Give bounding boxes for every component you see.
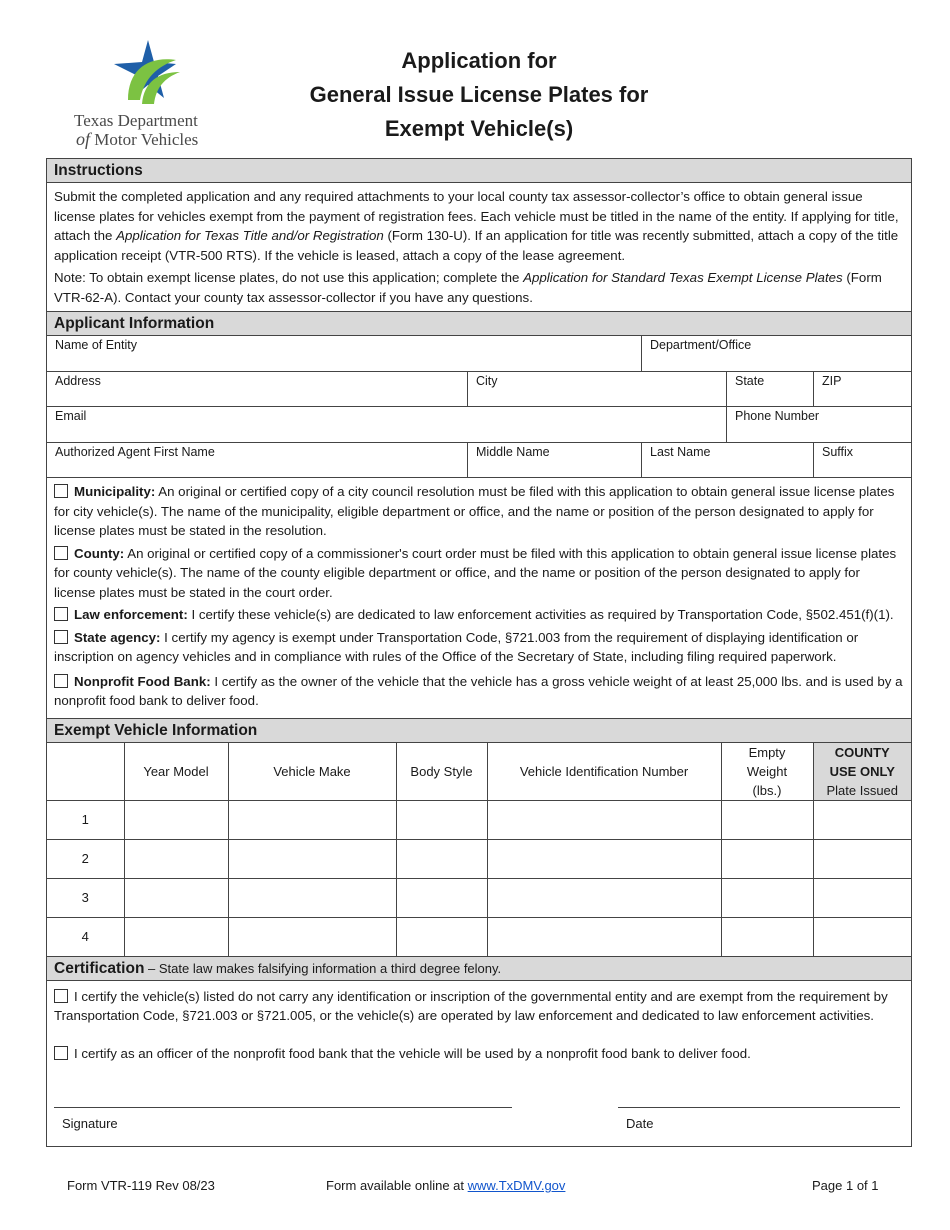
online-note: Form available online at www.TxDMV.gov [326, 1178, 566, 1193]
table-row [47, 878, 911, 917]
row-number: 1 [47, 800, 124, 839]
cert-statement-2: I certify as an officer of the nonprofit food bank that the vehicle will be used by a nonprofit food bank to deliver food. [54, 1044, 904, 1064]
vehicle-heading: Exempt Vehicle Information [47, 719, 911, 743]
page-number: Page 1 of 1 [812, 1178, 879, 1193]
vehicle-table [47, 743, 911, 957]
middle-name-field[interactable]: Middle Name [468, 443, 642, 478]
vin-cell[interactable] [487, 917, 721, 956]
body-cell[interactable] [396, 800, 487, 839]
zip-field[interactable]: ZIP [822, 373, 842, 388]
state-agency-checkbox[interactable] [54, 630, 68, 644]
plate-cell[interactable] [813, 800, 911, 839]
entity-food-bank: Nonprofit Food Bank: I certify as the owner of the vehicle that the vehicle has a gross vehicle weight of at least 25,000 lbs. and is used by a nonprofit food bank to deliver food. [54, 673, 903, 708]
logo-line1: Texas Department [74, 111, 198, 130]
year-cell[interactable] [124, 839, 228, 878]
year-cell[interactable] [124, 878, 228, 917]
form-id: Form VTR-119 Rev 08/23 [67, 1178, 215, 1193]
agent-first-name-field[interactable]: Authorized Agent First Name [47, 443, 468, 478]
phone-field[interactable]: Phone Number [735, 409, 820, 423]
entity-municipality: Municipality: An original or certified copy of a city council resolution must be filed with this application to obtain general issue license plates for city vehicle(s). The name of the municipality, eligible department or office, and the name or position of the person designated to apply for license plates must be stated in the resolution. [54, 484, 895, 538]
form-title: Application for General Issue License Plates for Exempt Vehicle(s) [309, 48, 649, 141]
make-cell[interactable] [228, 839, 396, 878]
vin-cell[interactable] [487, 878, 721, 917]
state-field[interactable]: State [727, 372, 814, 407]
make-cell[interactable] [228, 800, 396, 839]
year-cell[interactable] [124, 917, 228, 956]
row-number: 3 [47, 878, 124, 917]
application-form [46, 158, 912, 1147]
certification-body [47, 981, 911, 1146]
cert-2-checkbox[interactable] [54, 1046, 68, 1060]
txdmv-logo [70, 38, 235, 153]
municipality-checkbox[interactable] [54, 484, 68, 498]
body-cell[interactable] [396, 878, 487, 917]
body-cell[interactable] [396, 917, 487, 956]
food-bank-checkbox[interactable] [54, 674, 68, 688]
plate-cell[interactable] [813, 917, 911, 956]
plate-cell[interactable] [813, 878, 911, 917]
weight-cell[interactable] [721, 839, 813, 878]
logo-line2: of Motor Vehicles [76, 129, 199, 149]
table-row [47, 800, 911, 839]
table-row [47, 839, 911, 878]
instructions-body: Submit the completed application and any required attachments to your local county tax assessor-collector’s office to obtain general issue license plates for vehicles exempt from the payment of registration fees. Each vehicle must be titled in the name of the entity. If applying for title, attach the Application for Texas Title and/or Registration (Form 130-U). If an application for title was recently submitted, attach a copy of the title application receipt (VTR-500 RTS). If the vehicle is leased, attach a copy of the lease agreement. Note: To obtain exempt license plates, do not use this application; complete the Application for Standard Texas Exempt License Plates (Form VTR-62-A). Contact your county tax assessor-collector if you have any questions. [47, 183, 911, 312]
entity-county: County: An original or certified copy of a commissioner's court order must be filed with this application to obtain general issue license plates for county vehicle(s). The name of the county eligible department or office, and the name or position of the person designated to apply for license plates must be stated in the court order. [54, 545, 897, 600]
entity-state-agency: State agency: I certify my agency is exempt under Transportation Code, §721.003 from the requirement of displaying identification or inscription on agency vehicles and in compliance with rules of the Office of the Secretary of State, including filing required paperwork. [54, 629, 859, 664]
date-line[interactable]: Date [618, 1107, 900, 1134]
last-name-field[interactable]: Last Name [642, 443, 814, 478]
col-vin: Vehicle Identification Number [487, 743, 721, 801]
body-cell[interactable] [396, 839, 487, 878]
txdmv-link[interactable]: www.TxDMV.gov [467, 1178, 566, 1193]
make-cell[interactable] [228, 878, 396, 917]
weight-cell[interactable] [721, 917, 813, 956]
cert-1-checkbox[interactable] [54, 989, 68, 1003]
applicant-heading: Applicant Information [47, 312, 911, 336]
col-year-model: Year Model [124, 743, 228, 801]
county-checkbox[interactable] [54, 546, 68, 560]
table-row [47, 917, 911, 956]
row-number: 4 [47, 917, 124, 956]
instructions-heading: Instructions [47, 159, 911, 183]
col-number [47, 743, 124, 801]
row-number: 2 [47, 839, 124, 878]
law-enforcement-checkbox[interactable] [54, 607, 68, 621]
suffix-field[interactable]: Suffix [822, 444, 854, 459]
certification-heading: Certification – State law makes falsifying information a third degree felony. [47, 957, 911, 981]
address-field[interactable]: Address [47, 372, 468, 407]
plate-cell[interactable] [813, 839, 911, 878]
department-field[interactable]: Department/Office [650, 338, 752, 352]
txdmv-star-icon [110, 38, 182, 110]
email-field[interactable]: Email [47, 407, 727, 442]
col-empty-weight: Empty Weight (lbs.) [721, 743, 813, 801]
city-field[interactable]: City [468, 372, 727, 407]
entity-type-list [47, 478, 911, 719]
weight-cell[interactable] [721, 878, 813, 917]
vin-cell[interactable] [487, 800, 721, 839]
name-of-entity-field[interactable]: Name of Entity [47, 336, 642, 371]
vin-cell[interactable] [487, 839, 721, 878]
year-cell[interactable] [124, 800, 228, 839]
col-vehicle-make: Vehicle Make [228, 743, 396, 801]
signature-line[interactable]: Signature [54, 1107, 512, 1134]
col-county-use: COUNTY USE ONLY Plate Issued [813, 743, 911, 801]
col-body-style: Body Style [396, 743, 487, 801]
weight-cell[interactable] [721, 800, 813, 839]
make-cell[interactable] [228, 917, 396, 956]
cert-statement-1: I certify the vehicle(s) listed do not carry any identification or inscription of the governmental entity and are exempt from the requirement by Transportation Code, §721.003 or §721.005, or the vehicle(s) are operated by law enforcement and dedicated to law enforcement activities. [54, 988, 888, 1023]
entity-law-enforcement: Law enforcement: I certify these vehicle(s) are dedicated to law enforcement activities as required by Transportation Code, §502.451(f)(1). [54, 605, 904, 625]
